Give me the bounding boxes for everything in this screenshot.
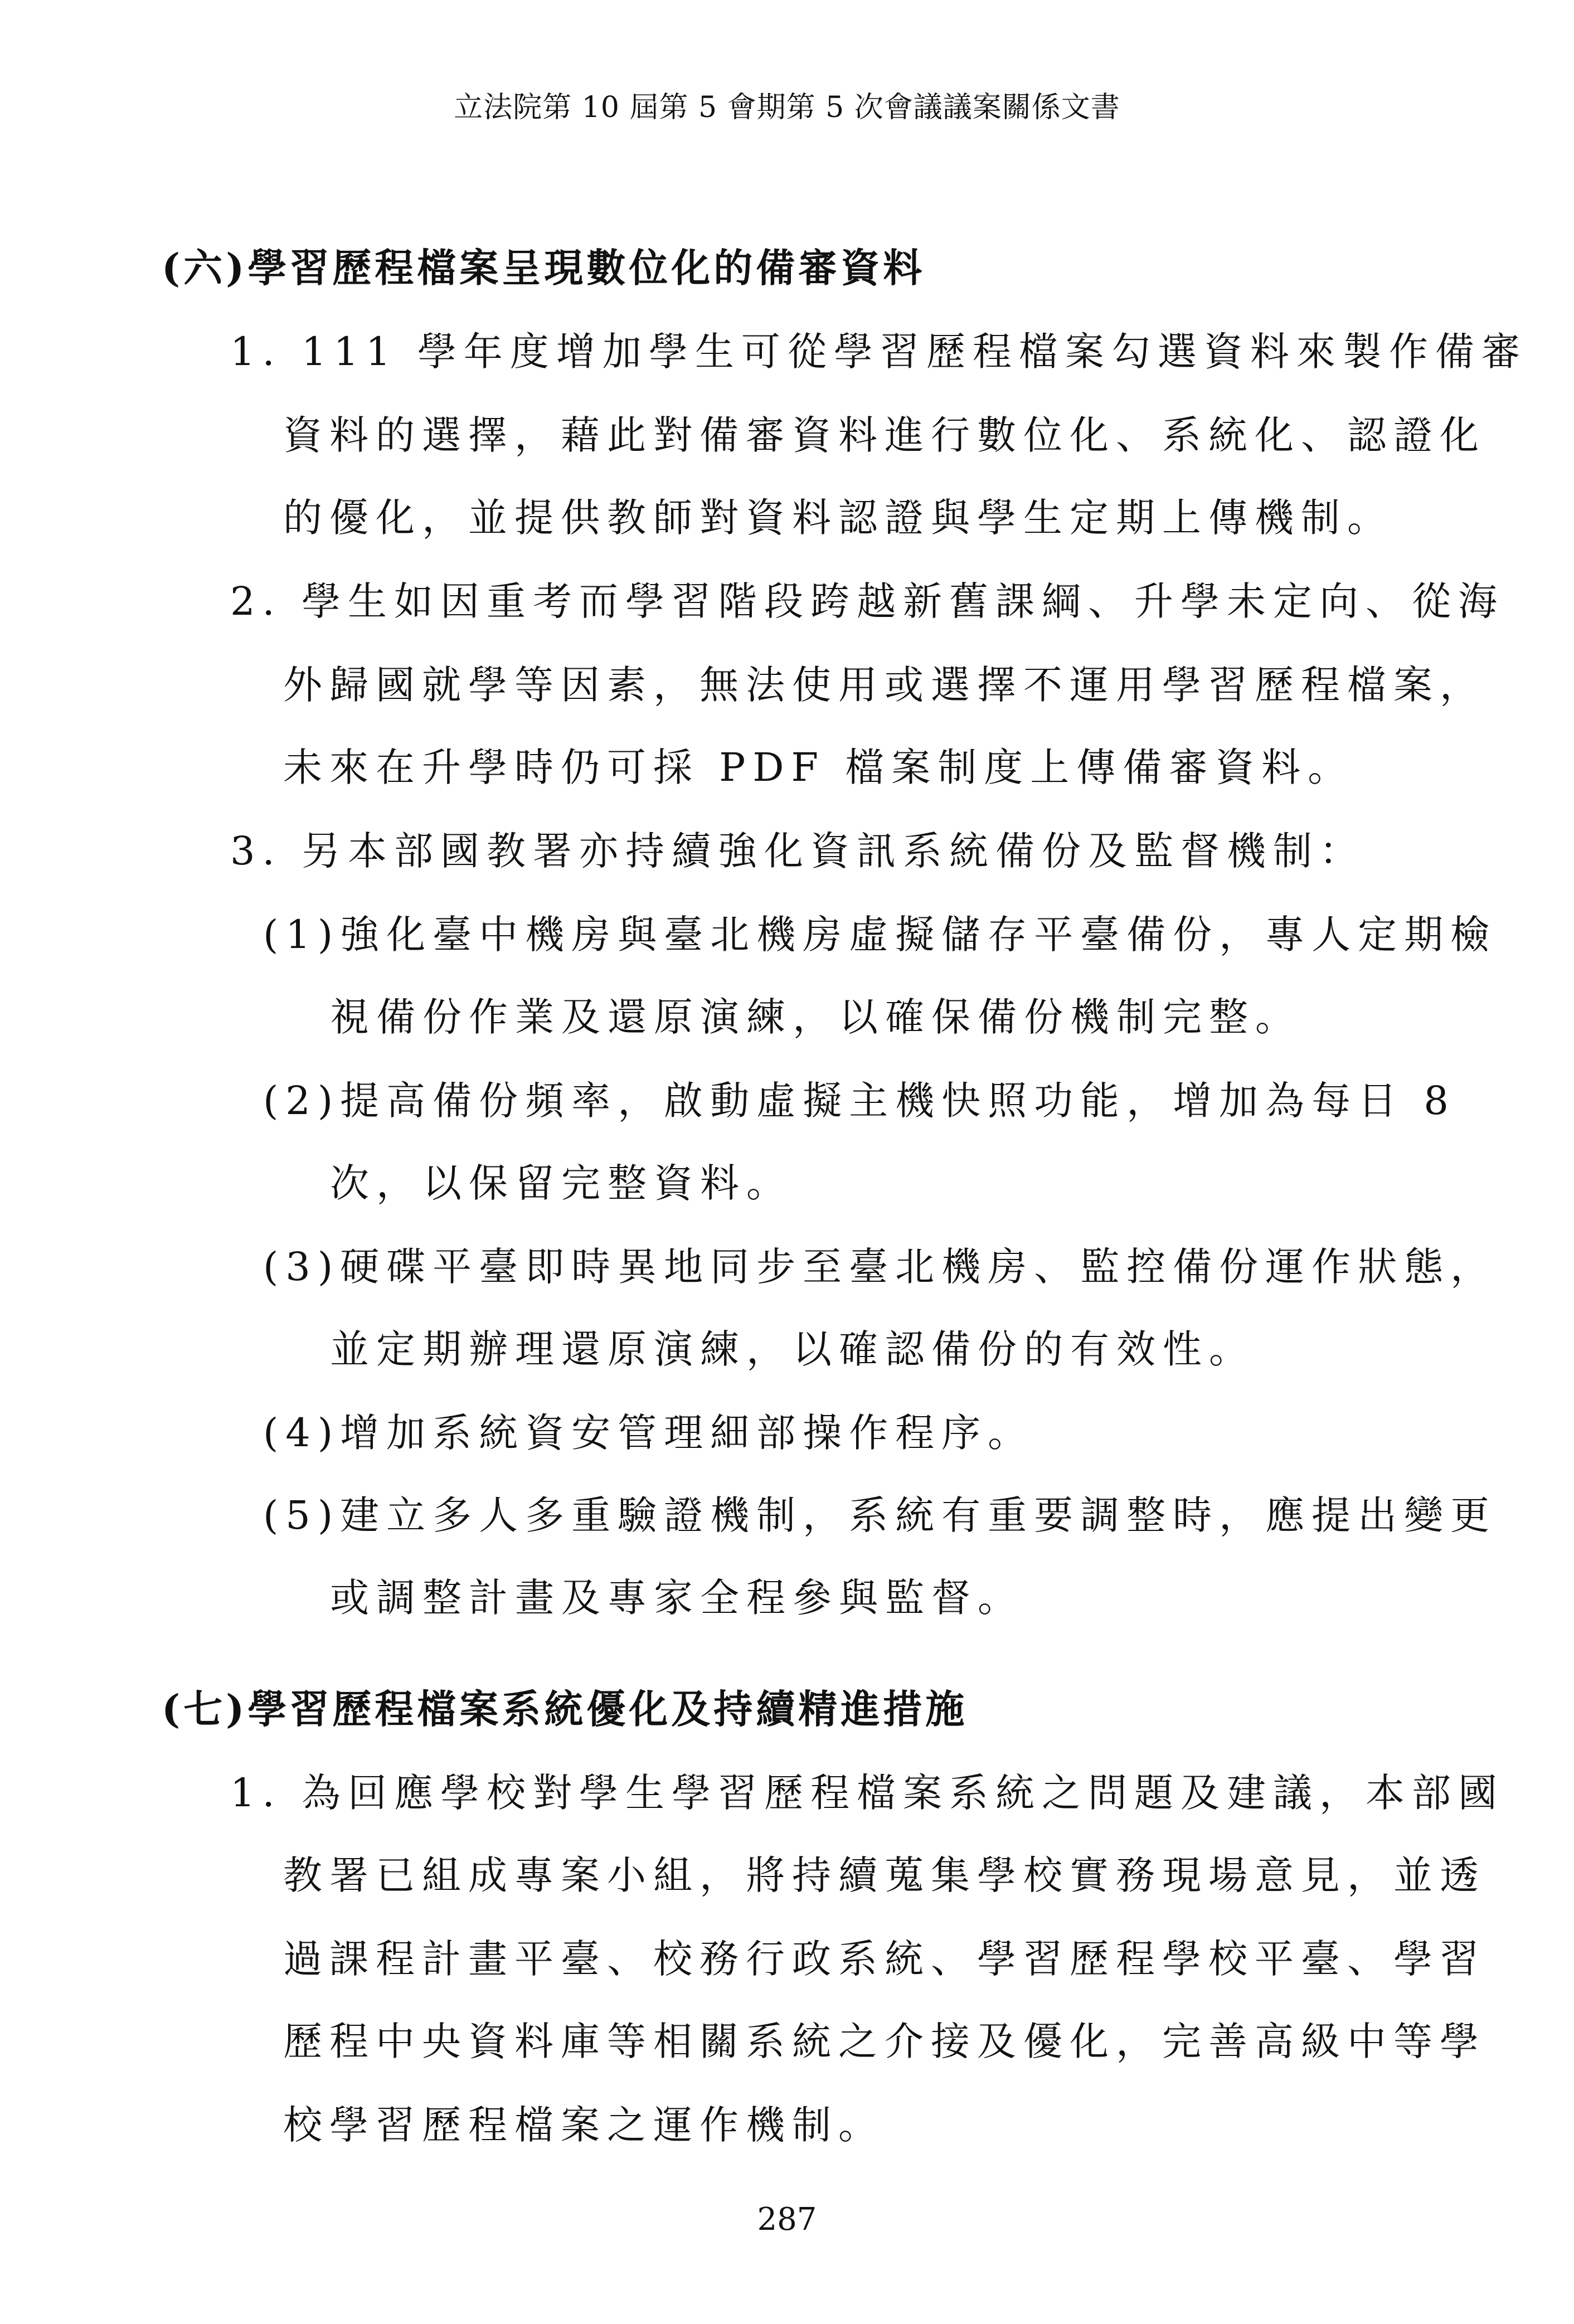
paragraph-line: (2)提高備份頻率，啟動虛擬主機快照功能，增加為每日 8 bbox=[263, 1078, 1456, 1124]
section-heading-seven: (七)學習歷程檔案系統優化及持續精進措施 bbox=[162, 1686, 968, 1732]
paragraph-line: 資料的選擇，藉此對備審資料進行數位化、系統化、認證化 bbox=[283, 412, 1486, 458]
paragraph-line: 的優化，並提供教師對資料認證與學生定期上傳機制。 bbox=[283, 495, 1393, 541]
paragraph-line: (3)硬碟平臺即時異地同步至臺北機房、監控備份運作狀態， bbox=[263, 1244, 1497, 1290]
paragraph-line: 或調整計畫及專家全程參與監督。 bbox=[330, 1575, 1024, 1621]
paragraph-line: (1)強化臺中機房與臺北機房虛擬儲存平臺備份，專人定期檢 bbox=[263, 912, 1497, 957]
paragraph-line: 教署已組成專案小組，將持續蒐集學校實務現場意見，並透 bbox=[283, 1853, 1486, 1898]
paragraph-line: 1. 111 學年度增加學生可從學習歷程檔案勾選資料來製作備審 bbox=[230, 329, 1528, 375]
paragraph-line: (4)增加系統資安管理細部操作程序。 bbox=[263, 1410, 1034, 1456]
paragraph-line: 並定期辦理還原演練，以確認備份的有效性。 bbox=[330, 1326, 1255, 1372]
paragraph-line: 1. 為回應學校對學生學習歷程檔案系統之問題及建議，本部國 bbox=[230, 1770, 1505, 1816]
paragraph-line: 次，以保留完整資料。 bbox=[330, 1160, 793, 1206]
document-header: 立法院第 10 屆第 5 會期第 5 次會議議案關係文書 bbox=[454, 91, 1120, 124]
section-heading-six: (六)學習歷程檔案呈現數位化的備審資料 bbox=[162, 245, 926, 291]
paragraph-line: 視備份作業及還原演練，以確保備份機制完整。 bbox=[330, 994, 1301, 1040]
paragraph-line: 過課程計畫平臺、校務行政系統、學習歷程學校平臺、學習 bbox=[283, 1936, 1486, 1982]
page-number: 287 bbox=[757, 2201, 817, 2238]
paragraph-line: 2. 學生如因重考而學習階段跨越新舊課綱、升學未定向、從海 bbox=[230, 578, 1505, 624]
paragraph-line: (5)建立多人多重驗證機制，系統有重要調整時，應提出變更 bbox=[263, 1492, 1497, 1538]
paragraph-line: 未來在升學時仍可採 PDF 檔案制度上傳備審資料。 bbox=[283, 745, 1354, 790]
paragraph-line: 校學習歷程檔案之運作機制。 bbox=[283, 2102, 885, 2148]
paragraph-line: 3. 另本部國教署亦持續強化資訊系統備份及監督機制： bbox=[230, 828, 1366, 874]
paragraph-line: 外歸國就學等因素，無法使用或選擇不運用學習歷程檔案， bbox=[283, 662, 1486, 708]
paragraph-line: 歷程中央資料庫等相關系統之介接及優化，完善高級中等學 bbox=[283, 2019, 1486, 2064]
